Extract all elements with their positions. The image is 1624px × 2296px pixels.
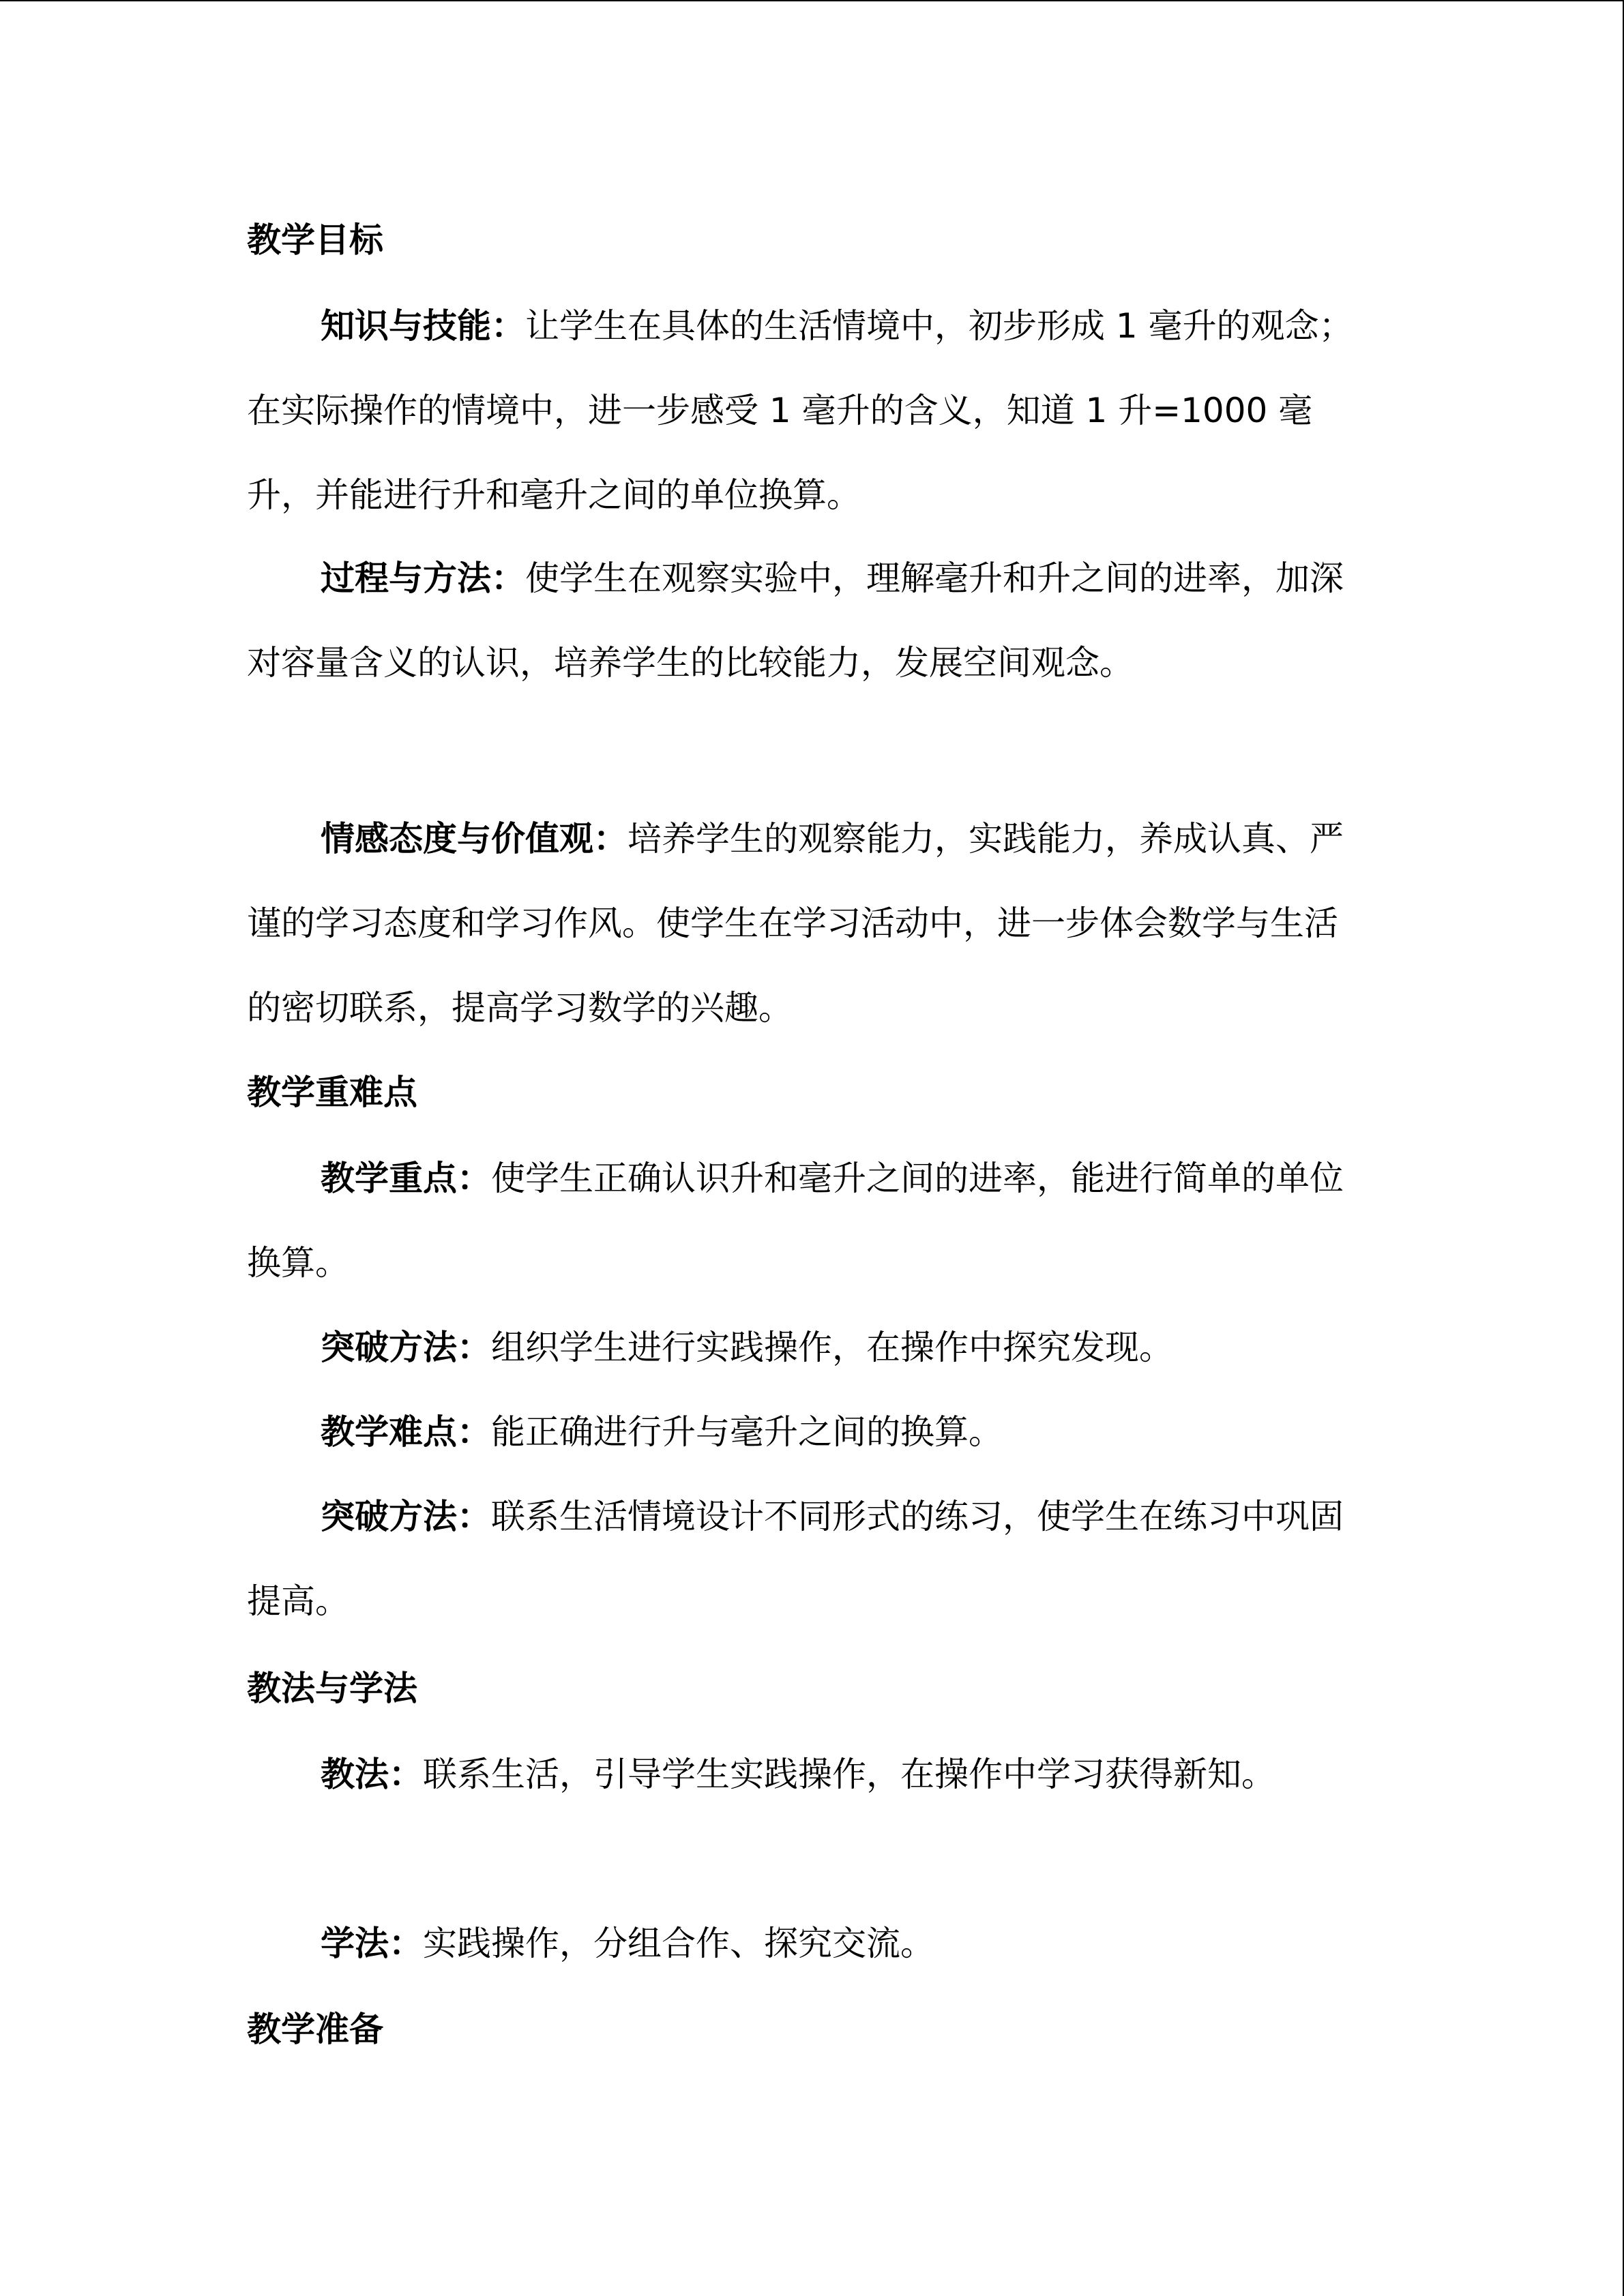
paragraph-text: 联系生活情境设计不同形式的练习，使学生在练习中巩固提高。 (247, 1497, 1344, 1621)
paragraph-term: 情感态度与价值观： (321, 819, 628, 859)
section-heading-teaching-goals: 教学目标 (247, 220, 383, 260)
paragraph-learning-method (247, 1901, 1365, 1986)
paragraph-text: 培养学生的观察能力，实践能力，养成认真、严谨的学习态度和学习作风。使学生在学习活动中，进一步体会数学与生活的密切联系，提高学习数学的兴趣。 (247, 819, 1344, 1028)
paragraph-term: 知识与技能： (321, 306, 525, 346)
paragraph-text: 实践操作，分组合作、探究交流。 (423, 1924, 934, 1963)
paragraph-key-point (247, 1136, 1365, 1305)
paragraph-attitude-values (247, 796, 1365, 1050)
paragraph-text: 让学生在具体的生活情境中，初步形成 1 毫升的观念；在实际操作的情境中，进一步感受 1 毫升的含义，知道 1 升=1000 毫升，并能进行升和毫升之间的单位换算。 (247, 306, 1353, 515)
paragraph-knowledge-skills (247, 284, 1365, 537)
paragraph-text: 使学生在观察实验中，理解毫升和升之间的进率，加深对容量含义的认识，培养学生的比较能力，发展空间观念。 (247, 558, 1344, 683)
paragraph-term: 突破方法： (321, 1328, 491, 1367)
paragraph-term: 学法： (321, 1924, 423, 1963)
paragraph-difficult-point (247, 1390, 1365, 1474)
section-heading-teaching-preparation: 教学准备 (247, 2010, 383, 2049)
paragraph-text: 组织学生进行实践操作，在操作中探究发现。 (491, 1328, 1173, 1367)
paragraph-term: 教法： (321, 1755, 423, 1794)
paragraph-breakthrough-method-2 (247, 1474, 1365, 1643)
paragraph-text: 能正确进行升与毫升之间的换算。 (491, 1412, 1003, 1452)
paragraph-teaching-method (247, 1732, 1365, 1817)
paragraph-breakthrough-method-1 (247, 1305, 1365, 1390)
paragraph-term: 过程与方法： (321, 558, 525, 598)
section-heading-key-difficult-points: 教学重难点 (247, 1073, 417, 1112)
section-heading-teaching-learning-methods: 教法与学法 (247, 1669, 417, 1708)
paragraph-process-methods (247, 536, 1365, 705)
paragraph-text: 使学生正确认识升和毫升之间的进率，能进行简单的单位换算。 (247, 1159, 1344, 1283)
paragraph-term: 教学重点： (321, 1159, 491, 1198)
paragraph-term: 突破方法： (321, 1497, 491, 1536)
paragraph-text: 联系生活，引导学生实践操作，在操作中学习获得新知。 (423, 1755, 1275, 1794)
paragraph-term: 教学难点： (321, 1412, 491, 1452)
